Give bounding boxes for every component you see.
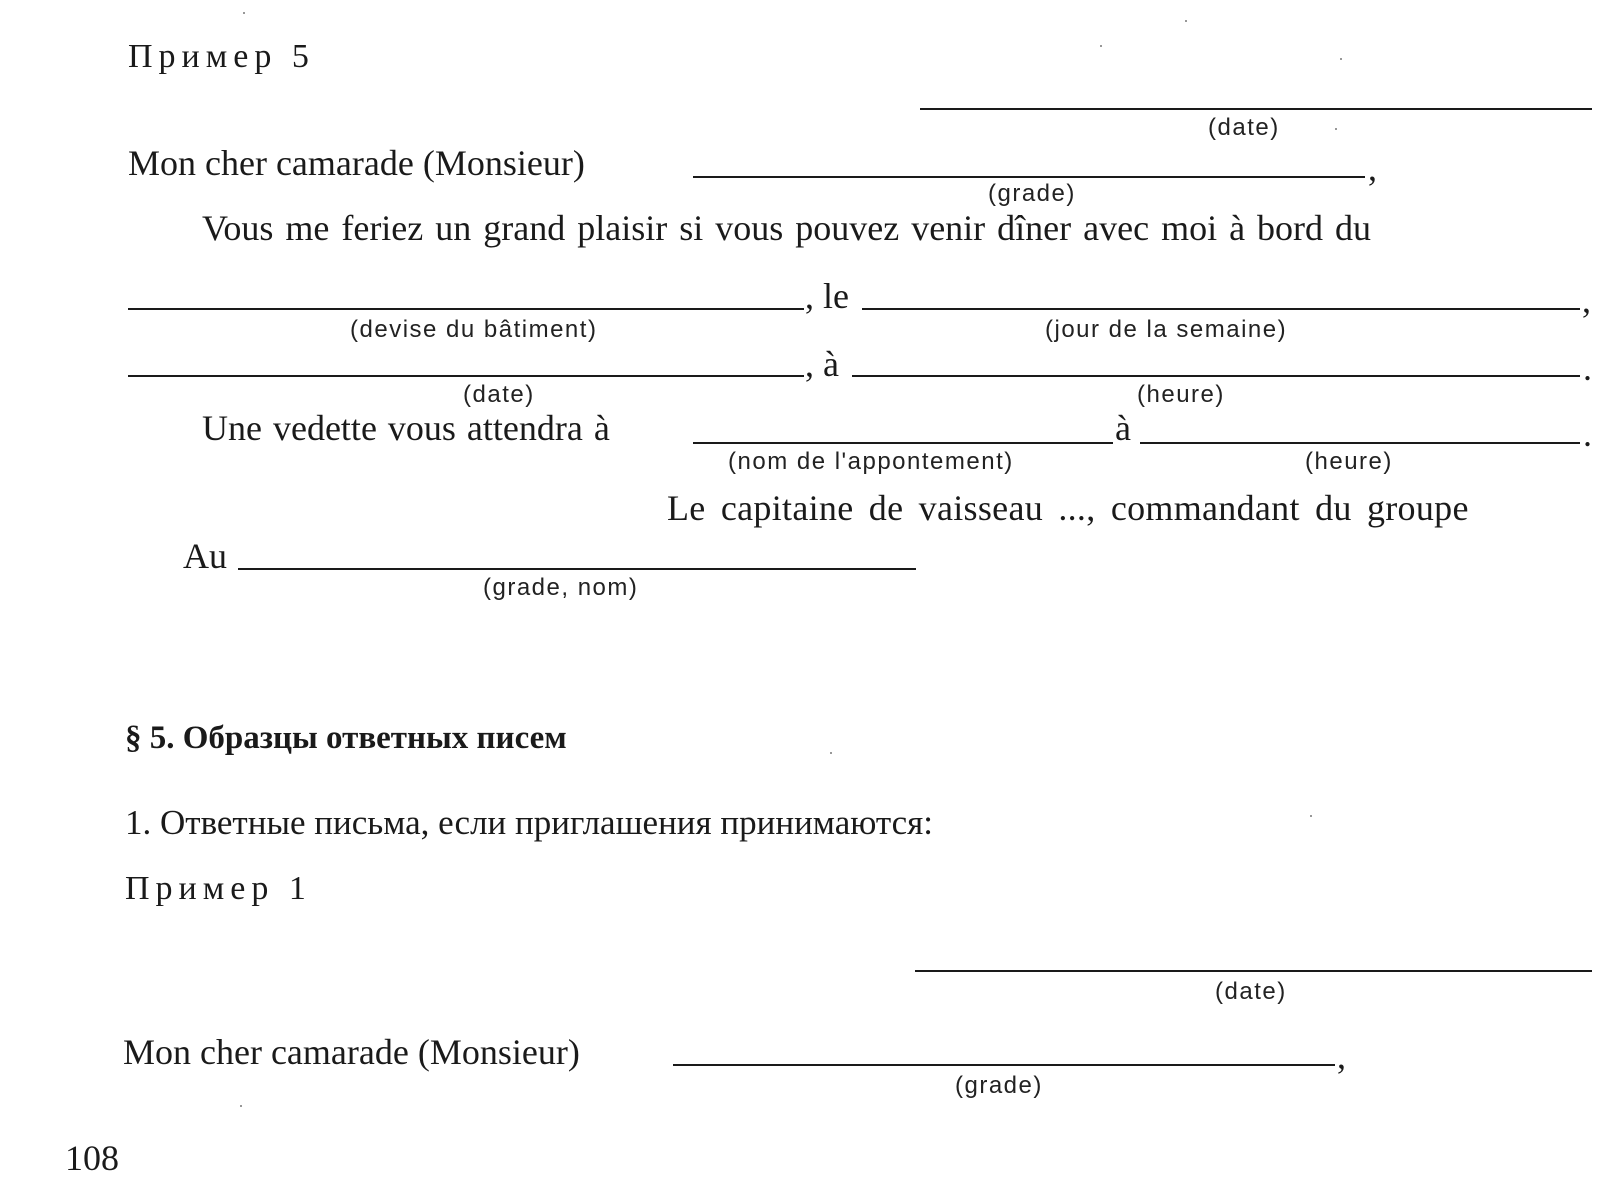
au-text: Au: [183, 536, 227, 576]
example-heading: Пример 5: [128, 38, 315, 75]
grade-name-caption: (grade, nom): [483, 574, 639, 601]
section-title: § 5. Образцы ответных писем: [125, 720, 567, 756]
scan-speck: [240, 1105, 242, 1107]
weekday-caption: (jour de la semaine): [1045, 316, 1288, 343]
pier-line: [693, 442, 1113, 444]
signature: Le capitaine de vaisseau ..., commandant du groupe: [667, 488, 1469, 528]
a2-text: à: [1115, 408, 1131, 448]
section-item-1: 1. Ответные письма, если приглашения принимаются:: [125, 803, 934, 842]
weekday-line: [862, 308, 1580, 310]
scan-speck: [1310, 815, 1312, 817]
hour-line: [852, 375, 1580, 377]
date-line-2: [128, 375, 804, 377]
grade-line: [693, 176, 1365, 178]
ship-caption: (devise du bâtiment): [350, 316, 598, 343]
hour-line-2: [1140, 442, 1580, 444]
salutation-comma-2: ,: [1337, 1036, 1346, 1076]
scan-speck: [1100, 45, 1102, 47]
scan-speck: [1340, 58, 1342, 60]
date-line: [920, 108, 1592, 110]
invitation-text: Vous me feriez un grand plaisir si vous pouvez venir dîner avec moi à bord du: [202, 208, 1372, 248]
salutation: Mon cher camarade (Monsieur): [128, 143, 585, 183]
scan-speck: [1185, 20, 1187, 22]
date-caption-2: (date): [463, 381, 535, 408]
le-text: , le: [805, 276, 849, 316]
scan-speck: [1335, 128, 1337, 130]
date-caption: (date): [1208, 114, 1280, 141]
grade-line-2: [673, 1064, 1335, 1066]
page-number: 108: [65, 1138, 119, 1178]
hour-caption: (heure): [1137, 381, 1225, 408]
recipient-line: [238, 568, 916, 570]
grade-caption: (grade): [988, 180, 1076, 207]
pier-caption: (nom de l'appontement): [728, 448, 1014, 475]
example-1-heading: Пример 1: [125, 870, 312, 907]
salutation-comma: ,: [1368, 148, 1377, 188]
a-text: , à: [805, 344, 839, 384]
vedette-period: .: [1583, 414, 1592, 454]
grade-caption-2: (grade): [955, 1072, 1043, 1099]
scan-speck: [243, 12, 245, 14]
scan-speck: [830, 752, 832, 754]
vedette-text: Une vedette vous attendra à: [202, 408, 610, 448]
hour-caption-2: (heure): [1305, 448, 1393, 475]
date-line-3: [915, 970, 1592, 972]
date-caption-3: (date): [1215, 978, 1287, 1005]
salutation-2: Mon cher camarade (Monsieur): [123, 1032, 580, 1072]
weekday-comma: ,: [1582, 280, 1591, 320]
hour-period: .: [1583, 348, 1592, 388]
ship-name-line: [128, 308, 804, 310]
